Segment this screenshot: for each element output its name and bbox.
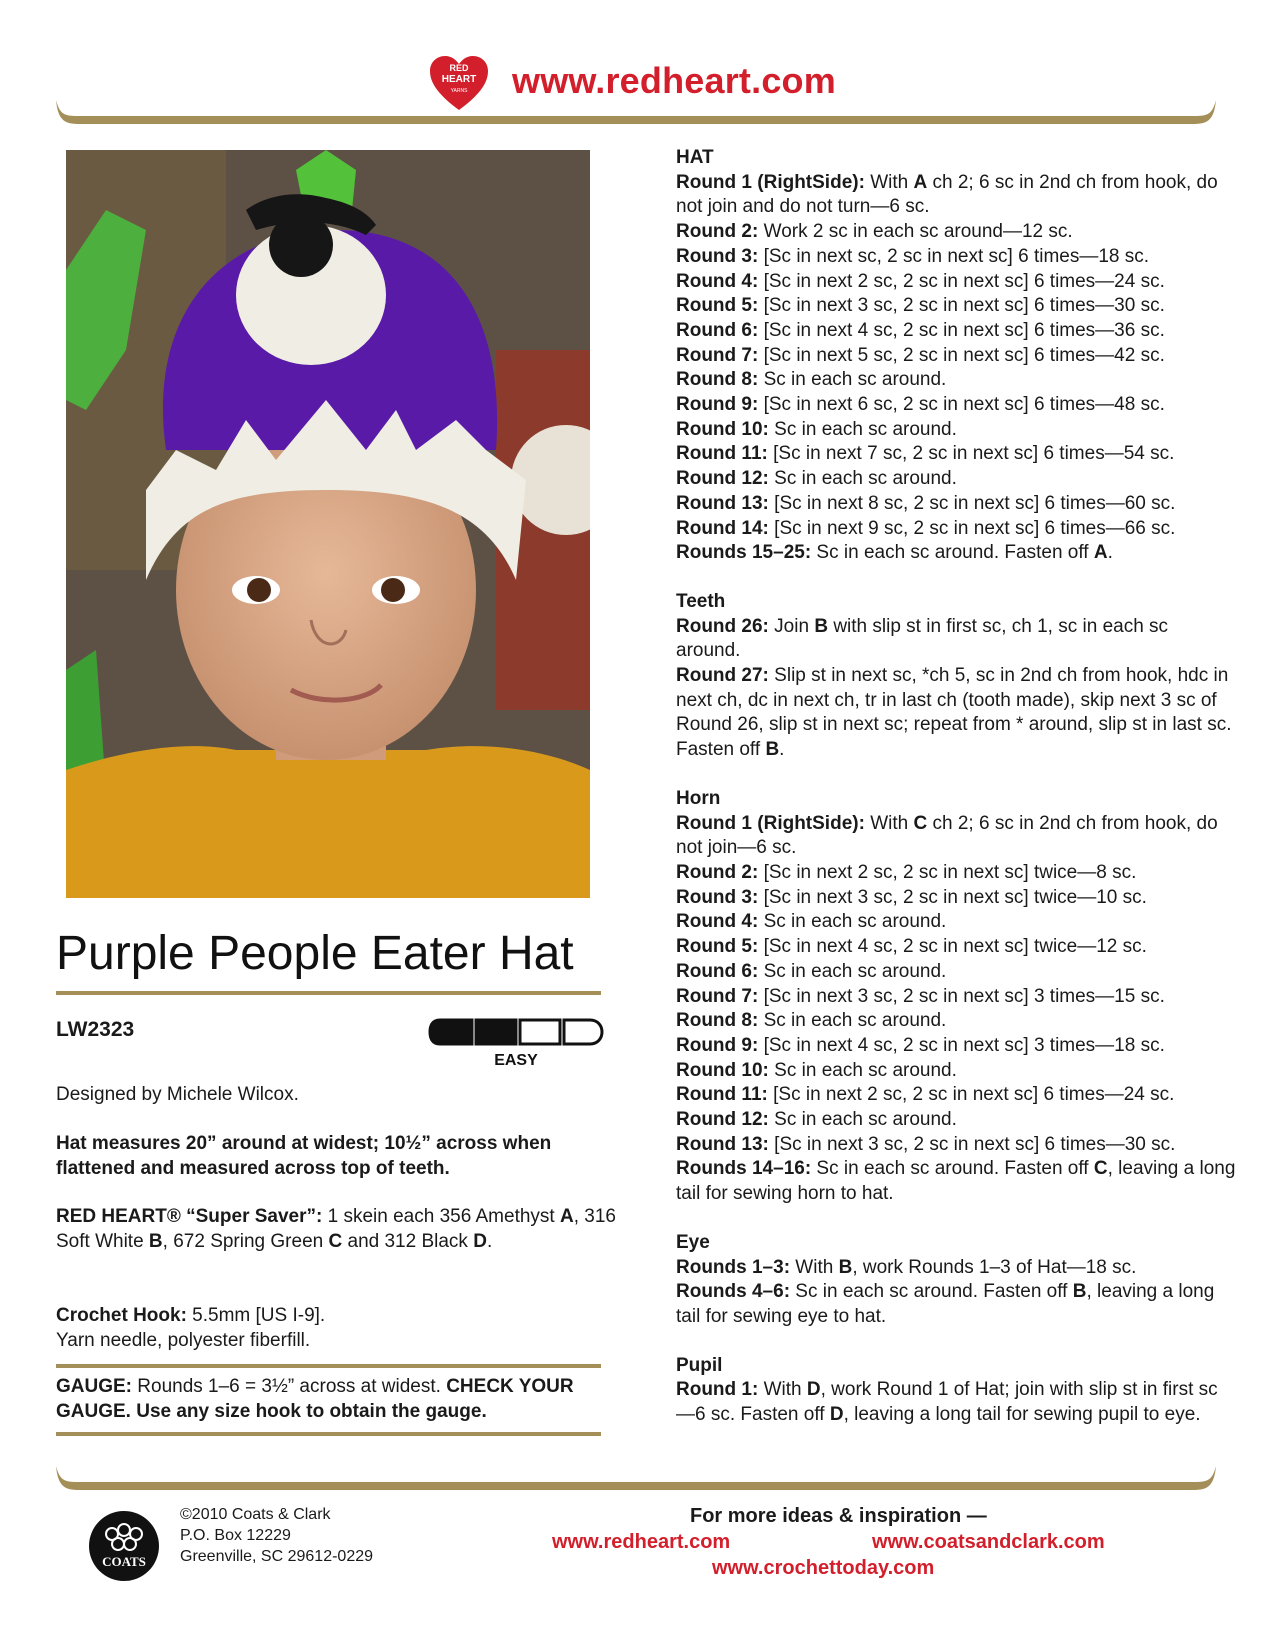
round-label: Round 1 (RightSide): [676, 171, 865, 193]
round-label: Round 14: [676, 517, 769, 539]
instruction-row [676, 664, 1236, 763]
instruction-row [676, 1133, 1236, 1158]
round-label: Round 3: [676, 245, 759, 267]
header-divider-swoosh [56, 100, 1216, 134]
instruction-row [676, 492, 1236, 517]
round-label: Round 12: [676, 468, 769, 490]
round-text: Work 2 sc in each sc around—12 sc. [758, 221, 1073, 243]
more-ideas-heading: For more ideas & inspiration — [690, 1505, 987, 1527]
hook-label: Crochet Hook: [56, 1305, 187, 1326]
materials-label: RED HEART® “Super Saver”: [56, 1206, 323, 1227]
round-text: [Sc in next 3 sc, 2 sc in next sc] 6 times—30 sc. [758, 295, 1165, 317]
round-label: Round 13: [676, 1133, 769, 1155]
instructions-column [676, 146, 1236, 1428]
round-label: Round 26: [676, 615, 769, 637]
round-label: Round 4: [676, 270, 759, 292]
section-spacer [676, 566, 1236, 590]
gauge-check: CHECK YOUR GAUGE. Use any size hook to obtain the gauge. [56, 1376, 574, 1422]
round-label: Round 9: [676, 394, 759, 416]
color-letter: A [1093, 542, 1108, 564]
round-text: [Sc in next 7 sc, 2 sc in next sc] 6 times—54 sc. [767, 443, 1175, 465]
round-text: Sc in each sc around. [758, 369, 947, 391]
instruction-row [676, 812, 1236, 861]
color-a-letter: A [559, 1206, 574, 1227]
instruction-row [676, 1059, 1236, 1084]
instruction-row [676, 171, 1236, 220]
materials-text-5: . [486, 1231, 493, 1252]
round-label: Round 4: [676, 911, 759, 933]
color-letter: B [1072, 1281, 1087, 1303]
color-letter: D [829, 1404, 844, 1426]
round-text: [Sc in next 2 sc, 2 sc in next sc] twice—8 sc. [758, 861, 1137, 883]
round-text: [Sc in next 2 sc, 2 sc in next sc] 6 times—24 sc. [758, 270, 1165, 292]
round-label: Rounds 4–6: [676, 1281, 791, 1303]
instruction-row [676, 442, 1236, 467]
color-letter: C [913, 812, 928, 834]
round-label: Round 9: [676, 1034, 759, 1056]
color-d-letter: D [473, 1231, 487, 1252]
round-text: With C ch 2; 6 sc in 2nd ch from hook, do not join—6 sc. [676, 812, 1218, 859]
hook-info [56, 1303, 616, 1353]
instruction-row [676, 910, 1236, 935]
round-text: Sc in each sc around. [758, 911, 947, 933]
round-text: [Sc in next 4 sc, 2 sc in next sc] twice—12 sc. [758, 936, 1147, 958]
color-letter: B [814, 615, 829, 637]
section-heading-teeth: Teeth [676, 590, 726, 612]
color-letter: C [1093, 1158, 1108, 1180]
round-label: Rounds 1–3: [676, 1256, 791, 1278]
instruction-row [676, 886, 1236, 911]
instruction-row [676, 1378, 1236, 1427]
round-text: Sc in each sc around. [768, 1109, 957, 1131]
round-text: [Sc in next 3 sc, 2 sc in next sc] 6 times—30 sc. [768, 1133, 1176, 1155]
instruction-row [676, 1108, 1236, 1133]
section-heading-pupil: Pupil [676, 1354, 723, 1376]
round-text: [Sc in next sc, 2 sc in next sc] 6 times—18 sc. [758, 245, 1150, 267]
footer-link-redheart[interactable]: www.redheart.com [552, 1531, 731, 1553]
round-text: [Sc in next 8 sc, 2 sc in next sc] 6 times—60 sc. [768, 492, 1176, 514]
instruction-row [676, 245, 1236, 270]
po-box-text: P.O. Box 12229 [180, 1527, 291, 1544]
gauge-label: GAUGE: [56, 1376, 132, 1397]
materials-info [56, 1204, 616, 1254]
instruction-row [676, 960, 1236, 985]
hook-value: 5.5mm [US I-9]. [186, 1305, 326, 1326]
round-text: [Sc in next 3 sc, 2 sc in next sc] twice—10 sc. [758, 886, 1147, 908]
round-text: Sc in each sc around. Fasten off B, leaving a long tail for sewing eye to hat. [676, 1281, 1215, 1327]
section-heading-horn: Horn [676, 787, 721, 809]
round-text: Sc in each sc around. Fasten off C, leaving a long tail for sewing horn to hat. [676, 1158, 1236, 1205]
round-label: Round 5: [676, 295, 759, 317]
round-text: With B, work Rounds 1–3 of Hat—18 sc. [790, 1256, 1137, 1278]
coats-logo-icon[interactable] [88, 1510, 160, 1582]
color-letter: A [913, 171, 928, 193]
designer-credit: Designed by Michele Wilcox. [56, 1084, 299, 1105]
instruction-row [676, 393, 1236, 418]
round-text: [Sc in next 4 sc, 2 sc in next sc] 3 times—18 sc. [758, 1034, 1165, 1056]
instruction-row [676, 344, 1236, 369]
skill-level-badge [428, 1018, 604, 1070]
round-label: Round 11: [676, 1084, 768, 1106]
instruction-row [676, 1034, 1236, 1059]
instruction-row [676, 1157, 1236, 1206]
footer-link-crochettoday[interactable]: www.crochettoday.com [712, 1557, 935, 1579]
round-text: With A ch 2; 6 sc in 2nd ch from hook, do not join and do not turn—6 sc. [676, 171, 1218, 218]
section-spacer [676, 1330, 1236, 1354]
child-wearing-purple-monster-hat-photo [66, 150, 590, 898]
instruction-row [676, 517, 1236, 542]
title-divider [56, 991, 601, 995]
round-text: Sc in each sc around. [758, 1010, 947, 1032]
round-text: Sc in each sc around. [758, 960, 947, 982]
materials-text-3: , 672 Spring Green [162, 1231, 329, 1252]
round-label: Round 7: [676, 344, 759, 366]
round-label: Round 3: [676, 886, 759, 908]
instruction-row [676, 319, 1236, 344]
footer-link-coatsandclark[interactable]: www.coatsandclark.com [872, 1531, 1105, 1553]
round-label: Round 2: [676, 861, 759, 883]
section-spacer [676, 763, 1236, 787]
instruction-row [676, 541, 1236, 566]
materials-text-4: and 312 Black [342, 1231, 474, 1252]
instruction-row [676, 1280, 1236, 1329]
section-spacer [676, 1207, 1236, 1231]
round-text: Sc in each sc around. [768, 1059, 957, 1081]
round-text: With D, work Round 1 of Hat; join with slip st in first sc—6 sc. Fasten off D, leaving a long tail for sewing pupil to eye. [676, 1379, 1218, 1426]
section-heading-eye: Eye [676, 1231, 710, 1253]
color-c-letter: C [328, 1231, 343, 1252]
round-text: Sc in each sc around. [768, 468, 957, 490]
city-text: Greenville, SC 29612-0229 [180, 1548, 374, 1565]
round-text: [Sc in next 9 sc, 2 sc in next sc] 6 times—66 sc. [768, 517, 1176, 539]
round-label: Round 12: [676, 1109, 769, 1131]
round-label: Rounds 15–25: [676, 542, 812, 564]
logo-text-yarns: YARNS [450, 88, 468, 94]
color-letter: B [765, 739, 780, 761]
round-text: [Sc in next 5 sc, 2 sc in next sc] 6 times—42 sc. [758, 344, 1165, 366]
round-label: Round 2: [676, 221, 759, 243]
site-url-link[interactable]: www.redheart.com [512, 60, 836, 101]
round-label: Round 13: [676, 492, 769, 514]
round-label: Round 27: [676, 665, 769, 687]
instruction-row [676, 220, 1236, 245]
round-label: Round 6: [676, 960, 759, 982]
size-info: Hat measures 20” around at widest; 10½” across when flattened and measured across top of teeth. [56, 1133, 552, 1179]
color-letter: B [838, 1256, 853, 1278]
instruction-row [676, 1009, 1236, 1034]
skill-level-label: EASY [494, 1052, 538, 1069]
round-text: Join B with slip st in first sc, ch 1, sc in each sc around. [676, 615, 1169, 662]
instruction-row [676, 368, 1236, 393]
gauge-top-divider [56, 1364, 601, 1368]
round-text: Sc in each sc around. [768, 418, 957, 440]
round-text: Slip st in next sc, *ch 5, sc in 2nd ch from hook, hdc in next ch, dc in next ch, tr in last ch (tooth made), skip next 3 sc of Round 26, slip st in next sc; repeat from * around, slip st in last sc. Fasten off B. [676, 665, 1232, 761]
round-label: Round 1 (RightSide): [676, 812, 865, 834]
gauge-info [56, 1374, 601, 1424]
round-text: Sc in each sc around. Fasten off A. [811, 542, 1113, 564]
instruction-row [676, 1256, 1236, 1281]
round-label: Round 5: [676, 936, 759, 958]
instruction-row [676, 861, 1236, 886]
gauge-bottom-divider [56, 1432, 601, 1436]
round-label: Round 7: [676, 985, 759, 1007]
footer-divider-swoosh [56, 1466, 1216, 1500]
coats-logo-text: COATS [102, 1554, 146, 1569]
pattern-sku: LW2323 [56, 1018, 135, 1041]
round-text: [Sc in next 4 sc, 2 sc in next sc] 6 times—36 sc. [758, 319, 1165, 341]
round-text: [Sc in next 6 sc, 2 sc in next sc] 6 times—48 sc. [758, 394, 1165, 416]
round-label: Round 10: [676, 1059, 769, 1081]
materials-text-1: 1 skein each 356 Amethyst [322, 1206, 560, 1227]
notions-text: Yarn needle, polyester fiberfill. [56, 1330, 311, 1351]
copyright-text: ©2010 Coats & Clark [180, 1506, 331, 1523]
round-label: Round 1: [676, 1379, 759, 1401]
gauge-value: Rounds 1–6 = 3½” across at widest. [132, 1376, 447, 1397]
round-label: Rounds 14–16: [676, 1158, 812, 1180]
round-label: Round 8: [676, 1010, 759, 1032]
logo-text-heart: HEART [441, 74, 477, 85]
instruction-row [676, 935, 1236, 960]
round-label: Round 10: [676, 418, 769, 440]
color-b-letter: B [148, 1231, 163, 1252]
instruction-row [676, 418, 1236, 443]
round-label: Round 8: [676, 369, 759, 391]
instruction-row [676, 270, 1236, 295]
round-label: Round 11: [676, 443, 768, 465]
color-letter: D [806, 1379, 821, 1401]
instruction-row [676, 985, 1236, 1010]
section-heading-hat: HAT [676, 147, 714, 168]
round-text: [Sc in next 3 sc, 2 sc in next sc] 3 times—15 sc. [758, 985, 1165, 1007]
instruction-row [676, 294, 1236, 319]
instruction-row [676, 1083, 1236, 1108]
pattern-title: Purple People Eater Hat [56, 927, 574, 980]
round-label: Round 6: [676, 319, 759, 341]
materials-text-2: , 316 Soft White [56, 1206, 616, 1252]
instruction-row [676, 615, 1236, 664]
logo-text-red: RED [449, 63, 469, 73]
instruction-row [676, 467, 1236, 492]
round-text: [Sc in next 2 sc, 2 sc in next sc] 6 times—24 sc. [767, 1084, 1175, 1106]
